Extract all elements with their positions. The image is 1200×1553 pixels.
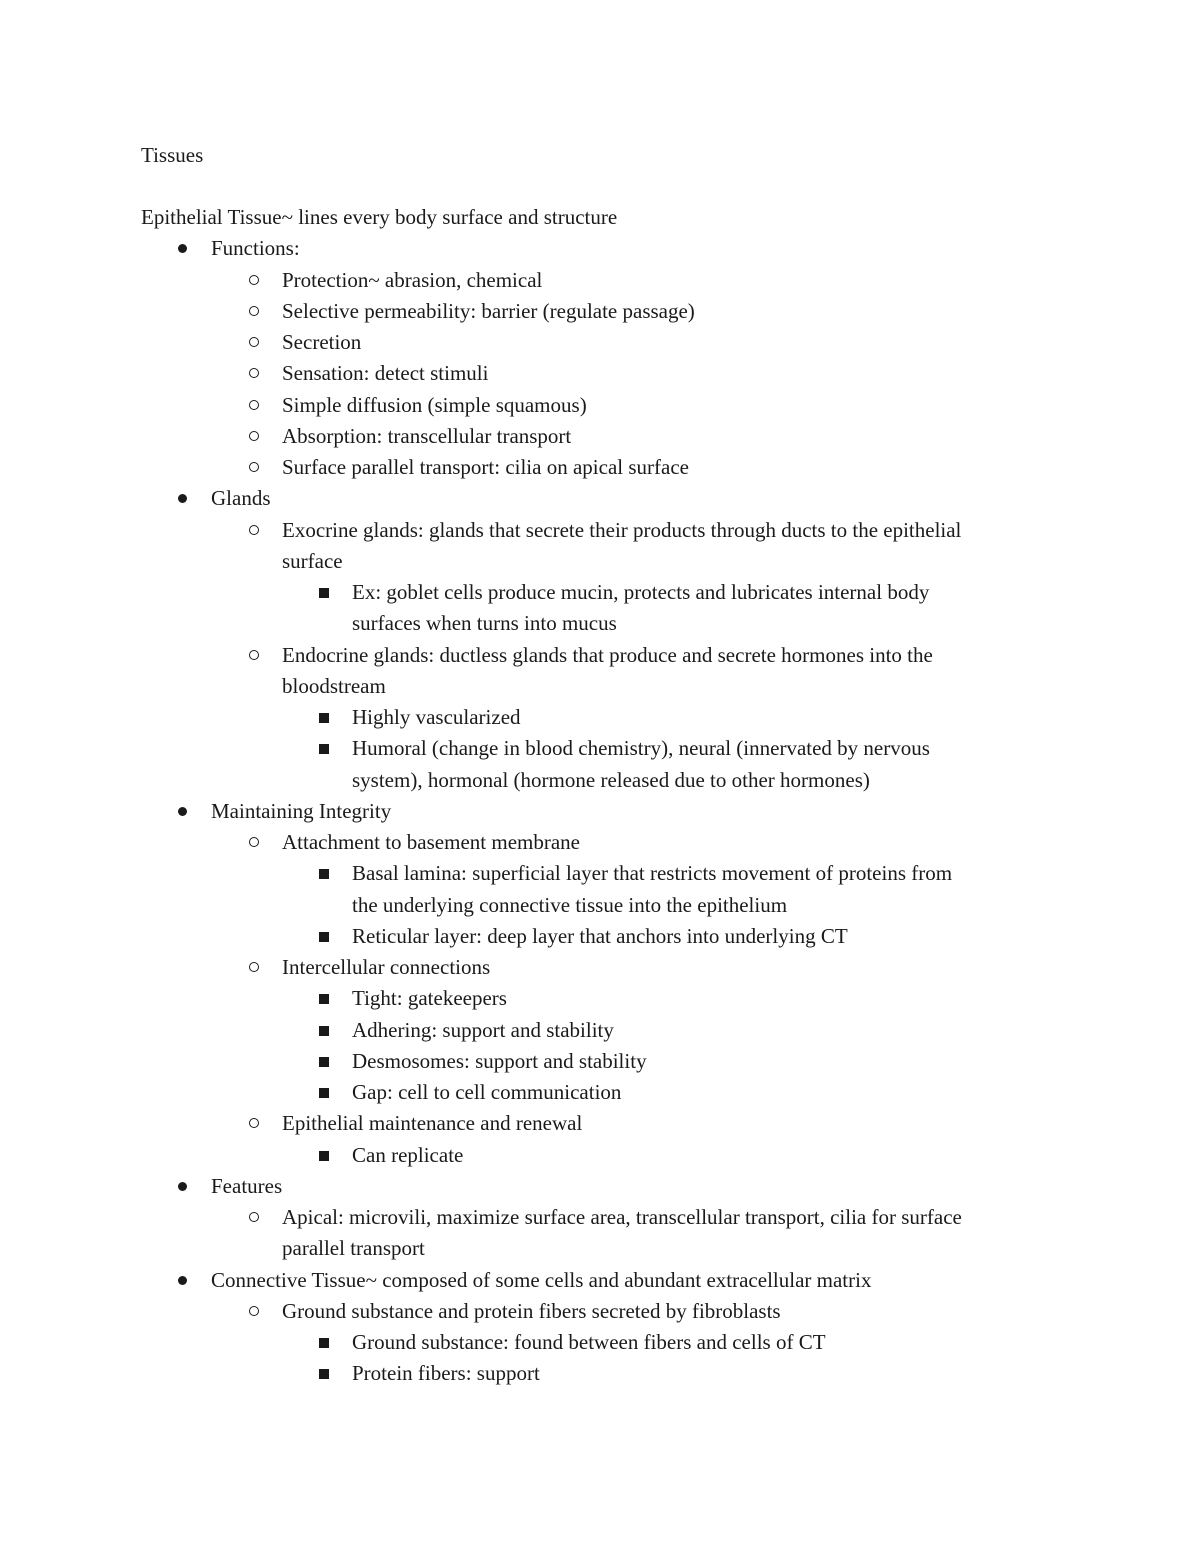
outline-text: system), hormonal (hormone released due to other hormones) — [352, 768, 870, 792]
outline-text: Epithelial maintenance and renewal — [282, 1111, 583, 1135]
square-bullet-icon — [319, 1026, 329, 1036]
outline-text: Ex: goblet cells produce mucin, protects and lubricates internal body — [352, 580, 930, 604]
outline-text: Attachment to basement membrane — [282, 830, 580, 854]
outline-line — [0, 515, 1200, 546]
circle-bullet-icon — [249, 306, 259, 316]
outline-line — [0, 577, 1200, 608]
outline-text: Absorption: transcellular transport — [282, 424, 572, 448]
outline-text: Highly vascularized — [352, 705, 521, 729]
outline-text: Endocrine glands: ductless glands that produce and secrete hormones into the — [282, 643, 933, 667]
square-bullet-icon — [319, 1369, 329, 1379]
circle-bullet-icon — [249, 368, 259, 378]
outline-text: Adhering: support and stability — [352, 1018, 614, 1042]
outline-text: Features — [211, 1174, 283, 1198]
circle-bullet-icon — [249, 525, 259, 535]
outline-text: Epithelial Tissue~ lines every body surface and structure — [141, 205, 618, 229]
circle-bullet-icon — [249, 400, 259, 410]
outline-text: Intercellular connections — [282, 955, 491, 979]
outline-text: Glands — [211, 486, 271, 510]
outline-text: Tight: gatekeepers — [352, 986, 507, 1010]
outline-line — [0, 1171, 1200, 1202]
disc-bullet-icon — [178, 1182, 187, 1191]
outline-text: Desmosomes: support and stability — [352, 1049, 647, 1073]
circle-bullet-icon — [249, 462, 259, 472]
outline-line — [0, 858, 1200, 889]
outline-text: Can replicate — [352, 1143, 464, 1167]
outline-line — [0, 233, 1200, 264]
outline-line — [0, 640, 1200, 671]
circle-bullet-icon — [249, 275, 259, 285]
outline-line — [0, 390, 1200, 421]
disc-bullet-icon — [178, 494, 187, 503]
outline-line — [0, 890, 1200, 921]
square-bullet-icon — [319, 1088, 329, 1098]
outline-line — [0, 421, 1200, 452]
outline-line — [0, 1233, 1200, 1264]
outline-line — [0, 1108, 1200, 1139]
outline-text: Humoral (change in blood chemistry), neural (innervated by nervous — [352, 736, 930, 760]
outline-line — [0, 1015, 1200, 1046]
outline-text: Reticular layer: deep layer that anchors into underlying CT — [352, 924, 848, 948]
square-bullet-icon — [319, 588, 329, 598]
outline-text: Ground substance and protein fibers secreted by fibroblasts — [282, 1299, 781, 1323]
circle-bullet-icon — [249, 650, 259, 660]
disc-bullet-icon — [178, 1276, 187, 1285]
square-bullet-icon — [319, 1151, 329, 1161]
outline-line — [0, 296, 1200, 327]
outline-line — [0, 1358, 1200, 1389]
disc-bullet-icon — [178, 807, 187, 816]
outline-text: Apical: microvili, maximize surface area, transcellular transport, cilia for surface — [282, 1205, 962, 1229]
square-bullet-icon — [319, 869, 329, 879]
outline-line — [0, 921, 1200, 952]
outline-line — [0, 1077, 1200, 1108]
outline-text: Connective Tissue~ composed of some cells and abundant extracellular matrix — [211, 1268, 872, 1292]
outline-text: surface — [282, 549, 343, 573]
outline-text: Maintaining Integrity — [211, 799, 392, 823]
circle-bullet-icon — [249, 337, 259, 347]
outline-text: Secretion — [282, 330, 362, 354]
square-bullet-icon — [319, 744, 329, 754]
outline-line — [0, 1327, 1200, 1358]
outline-text: Protein fibers: support — [352, 1361, 540, 1385]
outline-line — [0, 327, 1200, 358]
outline-text: Selective permeability: barrier (regulate passage) — [282, 299, 695, 323]
outline-text: Simple diffusion (simple squamous) — [282, 393, 587, 417]
square-bullet-icon — [319, 1057, 329, 1067]
circle-bullet-icon — [249, 431, 259, 441]
outline-line — [0, 608, 1200, 639]
outline-line — [0, 358, 1200, 389]
document-title-line — [0, 140, 1200, 171]
outline-line — [0, 452, 1200, 483]
outline-line — [0, 765, 1200, 796]
outline-text: Sensation: detect stimuli — [282, 361, 489, 385]
square-bullet-icon — [319, 932, 329, 942]
outline-line — [0, 1140, 1200, 1171]
outline-line — [0, 671, 1200, 702]
circle-bullet-icon — [249, 1306, 259, 1316]
outline-line — [0, 483, 1200, 514]
outline-text: Basal lamina: superficial layer that restricts movement of proteins from — [352, 861, 953, 885]
outline-line — [0, 1296, 1200, 1327]
square-bullet-icon — [319, 1338, 329, 1348]
outline-line — [0, 1265, 1200, 1296]
circle-bullet-icon — [249, 962, 259, 972]
outline-text: Gap: cell to cell communication — [352, 1080, 622, 1104]
disc-bullet-icon — [178, 244, 187, 253]
circle-bullet-icon — [249, 1212, 259, 1222]
outline-text: Functions: — [211, 236, 300, 260]
outline-line — [0, 702, 1200, 733]
document-title: Tissues — [141, 143, 204, 167]
outline-text: Protection~ abrasion, chemical — [282, 268, 543, 292]
outline-line — [0, 983, 1200, 1014]
outline-line — [0, 952, 1200, 983]
outline-line — [0, 827, 1200, 858]
outline-text: surfaces when turns into mucus — [352, 611, 617, 635]
outline-text: the underlying connective tissue into the epithelium — [352, 893, 788, 917]
outline-line — [0, 202, 1200, 233]
outline-text: Exocrine glands: glands that secrete their products through ducts to the epithelial — [282, 518, 962, 542]
square-bullet-icon — [319, 994, 329, 1004]
outline-text: Ground substance: found between fibers and cells of CT — [352, 1330, 826, 1354]
outline-line — [0, 1202, 1200, 1233]
outline-line — [0, 796, 1200, 827]
circle-bullet-icon — [249, 837, 259, 847]
outline-line — [0, 1046, 1200, 1077]
circle-bullet-icon — [249, 1118, 259, 1128]
outline-line — [0, 546, 1200, 577]
outline-text: Surface parallel transport: cilia on apical surface — [282, 455, 689, 479]
outline-line — [0, 265, 1200, 296]
outline-text: bloodstream — [282, 674, 386, 698]
outline-text: parallel transport — [282, 1236, 425, 1260]
square-bullet-icon — [319, 713, 329, 723]
outline-line — [0, 733, 1200, 764]
